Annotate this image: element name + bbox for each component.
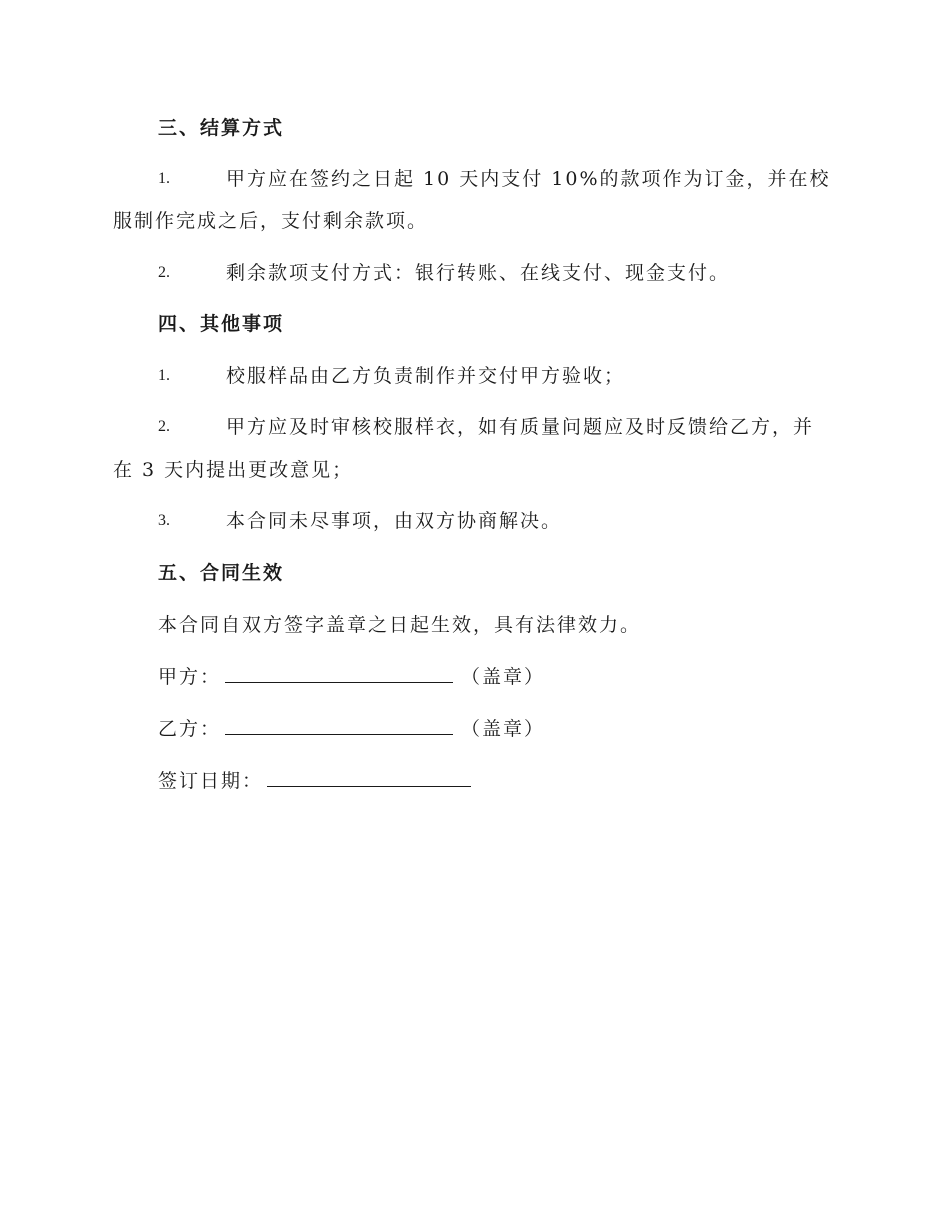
- signing-date-blank[interactable]: [267, 768, 471, 787]
- item-number: 2.: [158, 418, 170, 435]
- party-b-label: 乙方：: [158, 718, 222, 740]
- section-heading-other: 四、其他事项: [158, 313, 285, 335]
- item-text: 甲方应及时审核校服样衣，如有质量问题应及时反馈给乙方，并: [226, 416, 815, 438]
- section-heading-settlement: 三、结算方式: [158, 117, 285, 139]
- item-text-continued: 在 3 天内提出更改意见；: [113, 459, 354, 481]
- item-number: 3.: [158, 512, 170, 529]
- item-number: 2.: [158, 264, 170, 281]
- effect-text: 本合同自双方签字盖章之日起生效，具有法律效力。: [158, 614, 642, 636]
- item-number: 1.: [158, 170, 170, 187]
- item-number: 1.: [158, 367, 170, 384]
- party-b-signature-line: [158, 716, 545, 741]
- item-text: 剩余款项支付方式：银行转账、在线支付、现金支付。: [226, 262, 731, 284]
- signing-date-line: [158, 768, 479, 793]
- item-text: 校服样品由乙方负责制作并交付甲方验收；: [226, 365, 626, 387]
- party-a-seal-label: （盖章）: [461, 666, 546, 688]
- item-text: 本合同未尽事项，由双方协商解决。: [226, 510, 563, 532]
- party-b-signature-blank[interactable]: [225, 716, 453, 735]
- party-a-signature-blank[interactable]: [225, 664, 453, 683]
- item-text: 甲方应在签约之日起 10 天内支付 10%的款项作为订金，并在校: [226, 168, 831, 190]
- section-heading-effect: 五、合同生效: [158, 562, 285, 584]
- item-text-continued: 服制作完成之后，支付剩余款项。: [113, 210, 429, 232]
- party-a-signature-line: [158, 664, 545, 689]
- party-a-label: 甲方：: [158, 666, 222, 688]
- signing-date-label: 签订日期：: [158, 770, 264, 792]
- party-b-seal-label: （盖章）: [461, 718, 546, 740]
